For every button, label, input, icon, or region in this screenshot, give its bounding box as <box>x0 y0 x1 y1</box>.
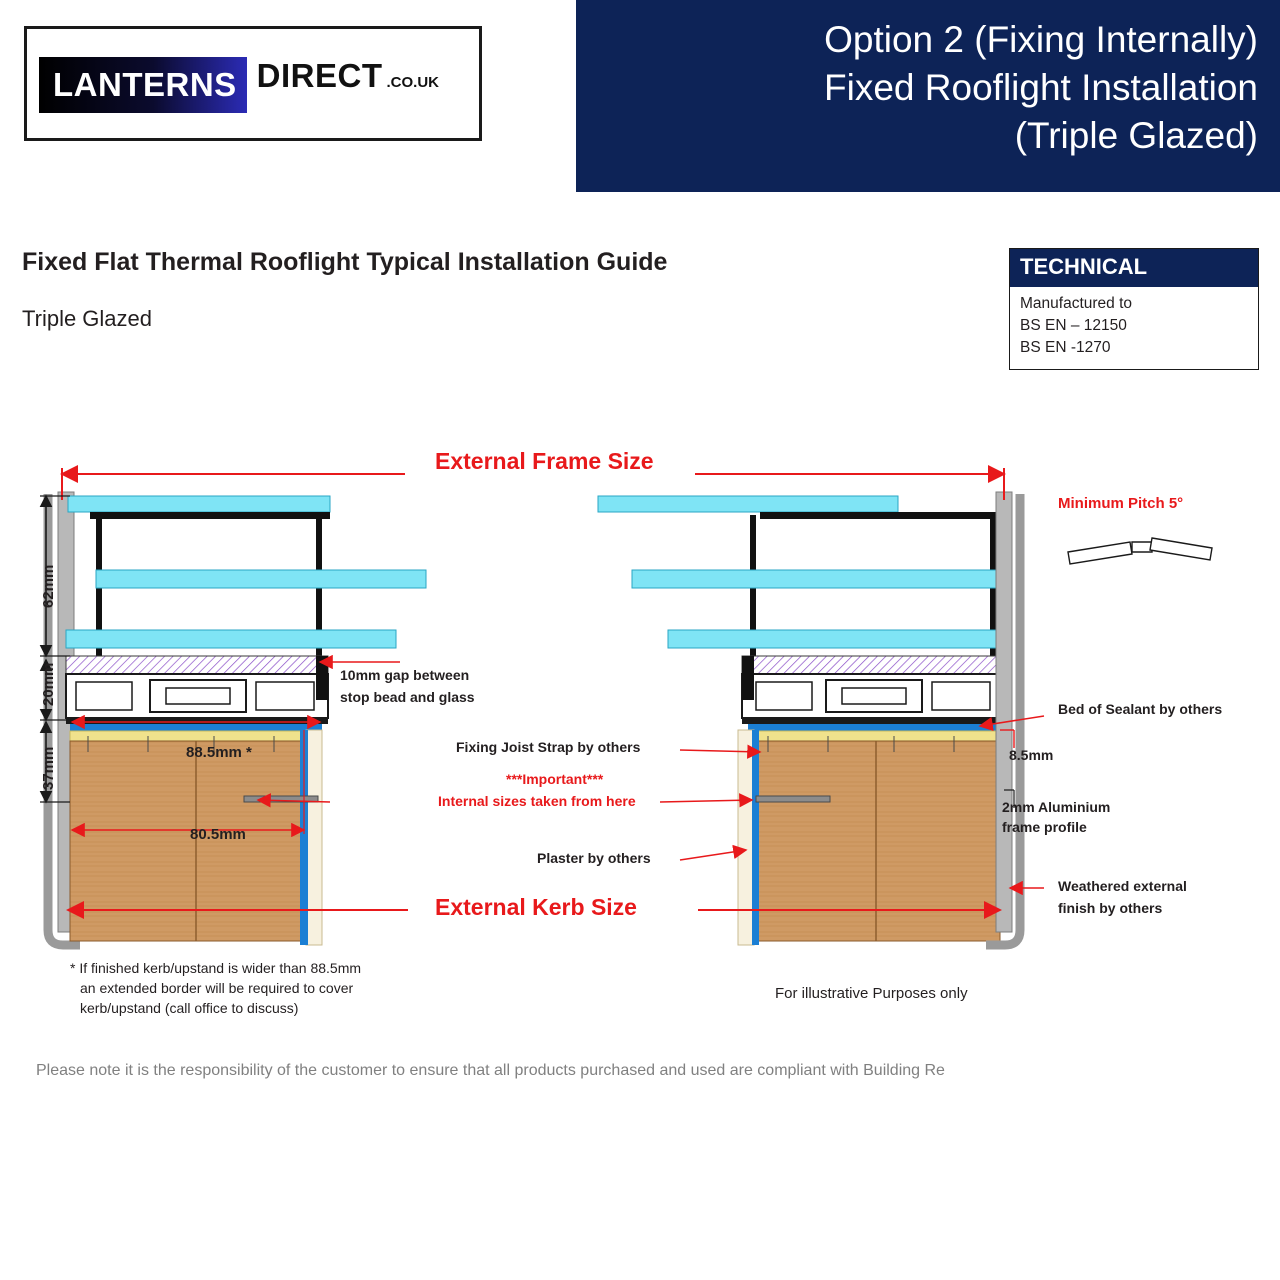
label-external-kerb-size: External Kerb Size <box>435 894 637 920</box>
brand-logo <box>24 26 482 141</box>
label-minimum-pitch: Minimum Pitch 5° <box>1058 495 1184 512</box>
callout-aluminium-line2: frame profile <box>1002 819 1087 835</box>
callout-weathered-line2: finish by others <box>1058 900 1163 916</box>
logo-inner <box>39 57 471 113</box>
dimension-37mm: 37mm <box>40 746 57 790</box>
technical-body <box>1010 287 1258 369</box>
page-title: Fixed Flat Thermal Rooflight Typical Installation Guide <box>22 248 668 276</box>
header-line-3: (Triple Glazed) <box>1014 115 1258 156</box>
callout-fixing-joist-strap: Fixing Joist Strap by others <box>456 739 641 755</box>
kerb-footnote <box>70 958 361 1018</box>
compliance-note: Please note it is the responsibility of the customer to ensure that all products purchased and used are compliant with Building Re <box>36 1062 945 1079</box>
logo-direct-block <box>247 57 439 113</box>
technical-line-2: BS EN -1270 <box>1020 339 1111 356</box>
header-line-1: Option 2 (Fixing Internally) <box>824 19 1258 60</box>
logo-tld-text: .CO.UK <box>386 74 440 91</box>
technical-line-0: Manufactured to <box>1020 295 1133 312</box>
callout-weathered-line1: Weathered external <box>1058 878 1187 894</box>
header-banner <box>576 0 1280 192</box>
callout-important: ***Important*** <box>506 771 604 787</box>
logo-lanterns-text: LANTERNS <box>53 66 237 103</box>
kerb-footnote-line1: * If finished kerb/upstand is wider than 88.5mm <box>70 960 362 976</box>
technical-box <box>1009 248 1259 370</box>
callout-bed-of-sealant: Bed of Sealant by others <box>1058 701 1223 717</box>
dimension-88-5mm: 88.5mm * <box>186 744 252 761</box>
dimension-62mm: 62mm <box>40 564 57 608</box>
callout-plaster-by-others: Plaster by others <box>537 850 651 866</box>
logo-direct-text: DIRECT <box>256 57 383 94</box>
kerb-footnote-line2: an extended border will be required to cover <box>80 980 354 996</box>
label-external-frame-size: External Frame Size <box>435 448 654 474</box>
dimension-20mm: 20mm <box>40 662 57 706</box>
callout-internal-sizes: Internal sizes taken from here <box>438 793 636 809</box>
callout-aluminium-line1: 2mm Aluminium <box>1002 799 1111 815</box>
callout-10mm-gap-line1: 10mm gap between <box>340 667 470 683</box>
dimension-8-5mm: 8.5mm <box>1009 747 1054 763</box>
callout-10mm-gap-line2: stop bead and glass <box>340 689 475 705</box>
dimension-80-5mm: 80.5mm <box>190 826 246 843</box>
kerb-footnote-line3: kerb/upstand (call office to discuss) <box>80 1000 299 1016</box>
technical-heading: TECHNICAL <box>1010 249 1258 287</box>
header-line-2: Fixed Rooflight Installation <box>824 67 1258 108</box>
illustrative-note: For illustrative Purposes only <box>775 985 968 1002</box>
technical-line-1: BS EN – 12150 <box>1020 317 1127 334</box>
logo-lanterns-block <box>39 57 247 113</box>
page-subtitle: Triple Glazed <box>22 306 153 331</box>
